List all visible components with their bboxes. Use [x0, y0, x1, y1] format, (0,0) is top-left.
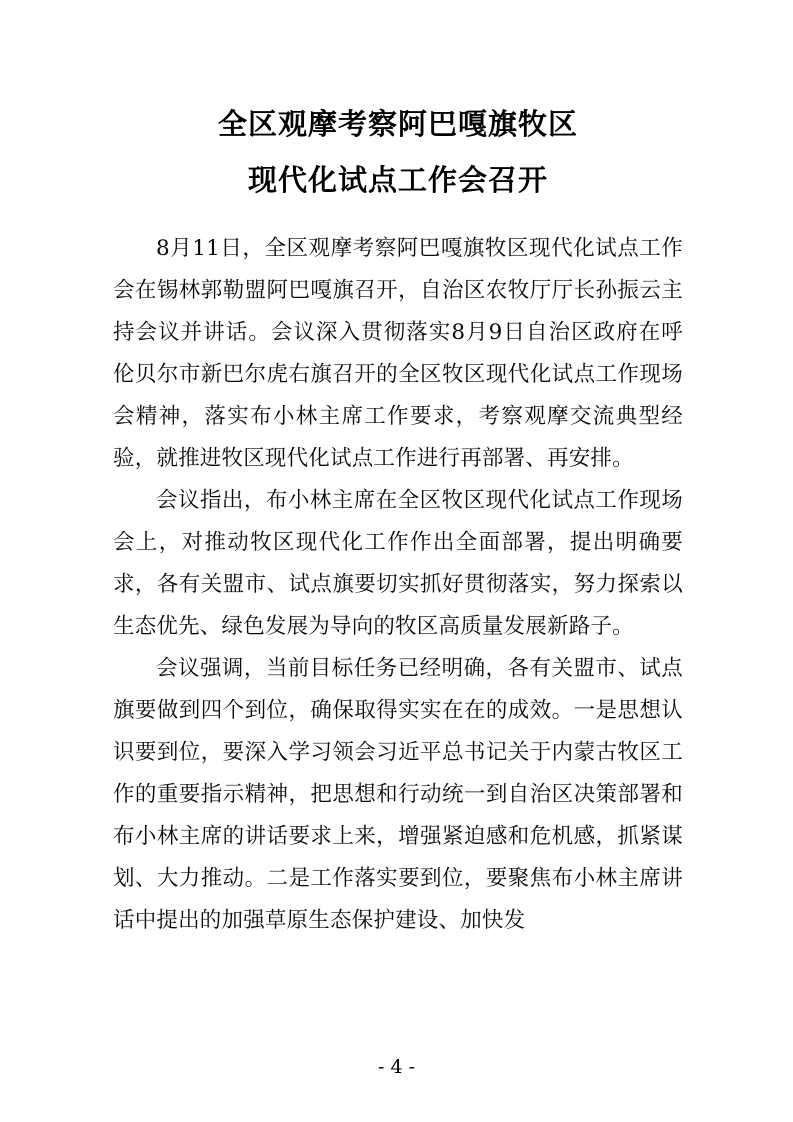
page-content	[113, 0, 683, 942]
title-line-1: 全区观摩考察阿巴嘎旗牧区	[217, 107, 578, 141]
page-number: - 4 -	[377, 1056, 415, 1078]
paragraph-1: 8月11日，全区观摩考察阿巴嘎旗牧区现代化试点工作会在锡林郭勒盟阿巴嘎旗召开，自治区农牧厅厅长孙振云主持会议并讲话。会议深入贯彻落实8月9日自治区政府在呼伦贝尔市新巴尔虎右旗召开的全区牧区现代化试点工作现场会精神，落实布小林主席工作要求，考察观摩交流典型经验，就推进牧区现代化试点工作进行再部署、再安排。	[113, 236, 683, 471]
paragraph-2: 会议指出，布小林主席在全区牧区现代化试点工作现场会上，对推动牧区现代化工作作出全面部署，提出明确要求，各有关盟市、试点旗要切实抓好贯彻落实，努力探索以生态优先、绿色发展为导向的牧区高质量发展新路子。	[113, 488, 683, 639]
paragraph-3: 会议强调，当前目标任务已经明确，各有关盟市、试点旗要做到四个到位，确保取得实实在在的成效。一是思想认识要到位，要深入学习领会习近平总书记关于内蒙古牧区工作的重要指示精神，把思想和行动统一到自治区决策部署和布小林主席的讲话要求上来，增强紧迫感和危机感，抓紧谋划、大力推动。二是工作落实要到位，要聚焦布小林主席讲话中提出的加强草原生态保护建设、加快发	[113, 656, 683, 933]
title-line-2: 现代化试点工作会召开	[247, 163, 548, 197]
document-title	[113, 96, 683, 208]
document-body	[113, 228, 683, 942]
